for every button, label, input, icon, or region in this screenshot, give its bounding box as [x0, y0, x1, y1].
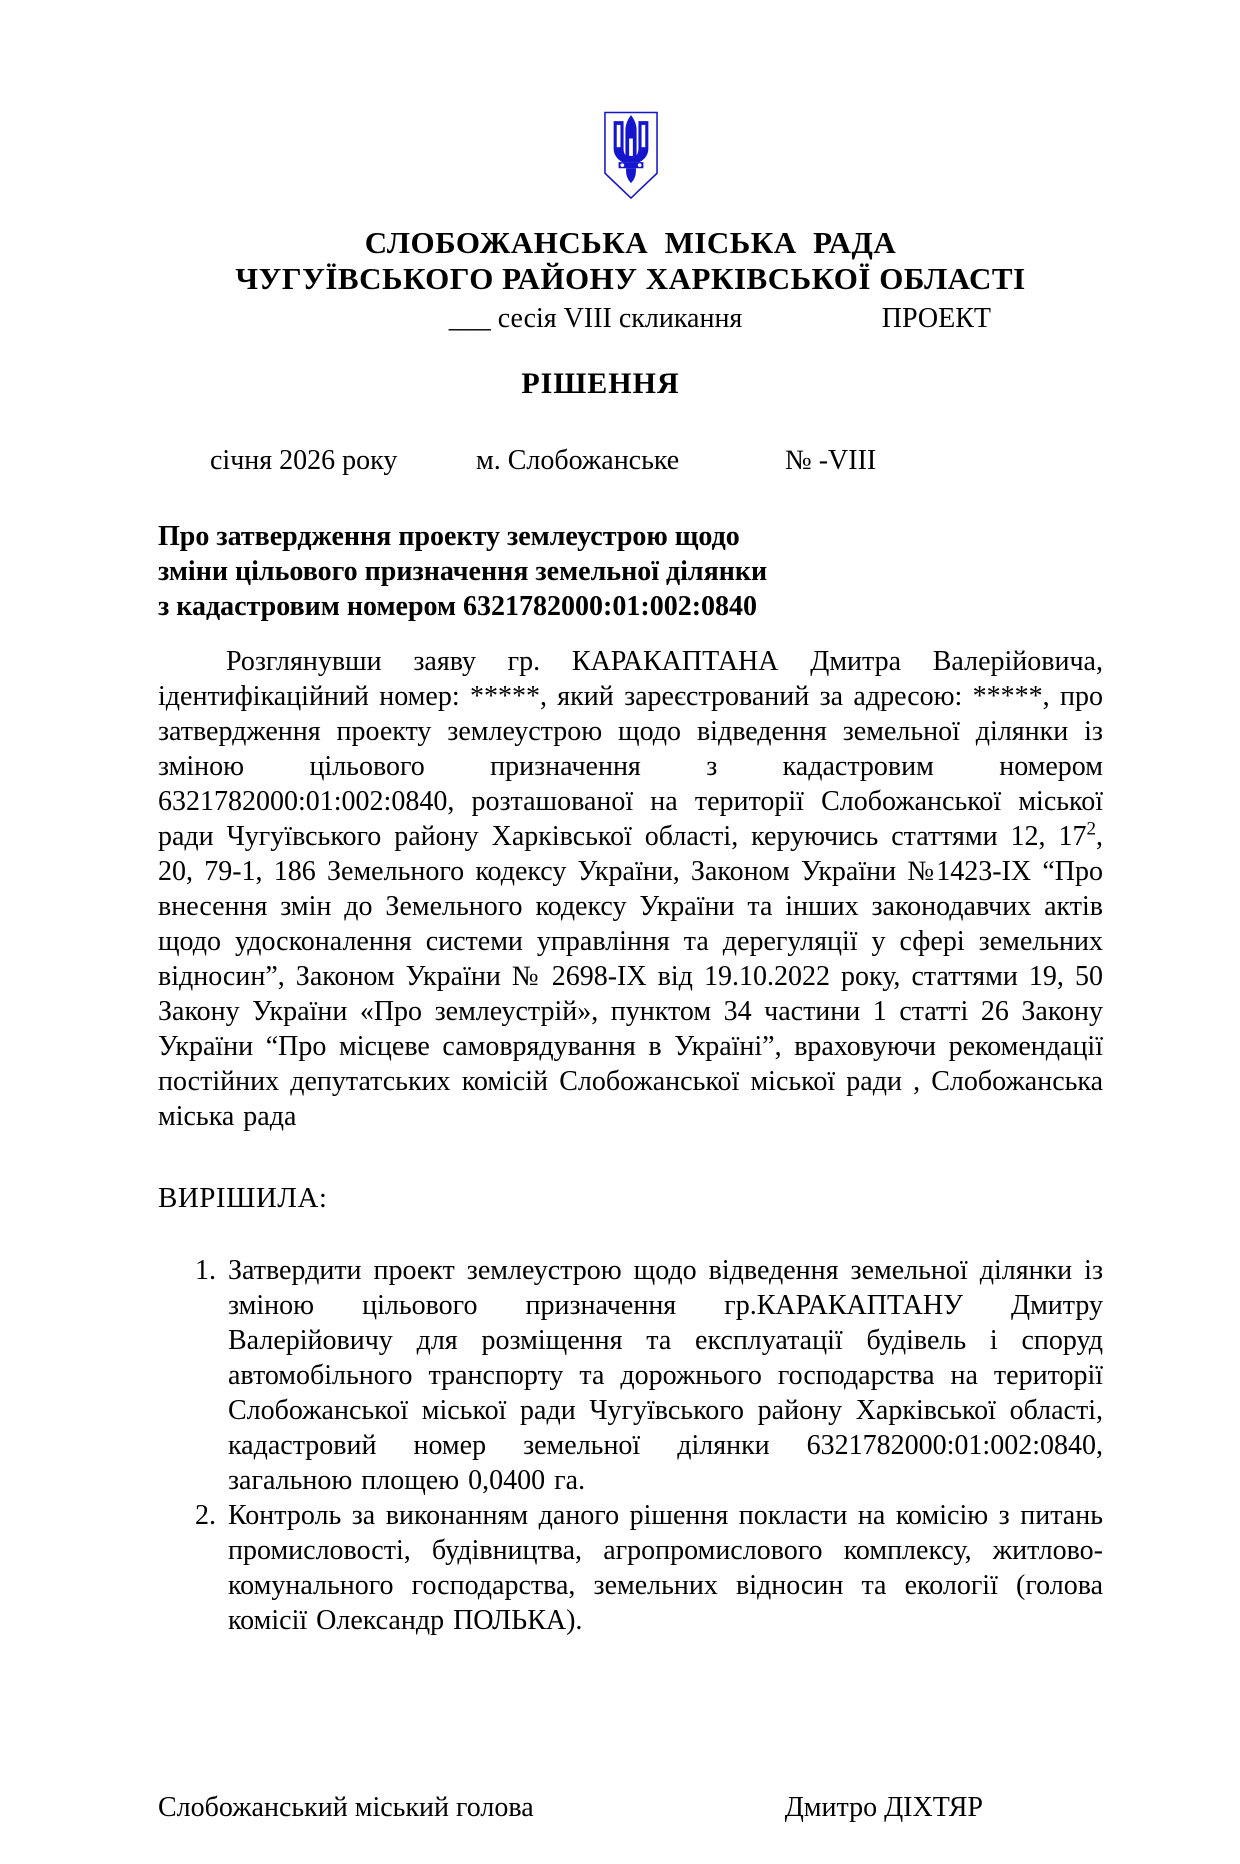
decision-place: м. Слобожанське — [476, 445, 680, 476]
subject-line: з кадастровим номером 6321782000:01:002:0840 — [158, 591, 758, 622]
signer-name: Дмитро ДІХТЯР — [784, 1792, 983, 1823]
list-item-number: 1. — [195, 1255, 216, 1286]
subject-heading — [158, 519, 1103, 624]
project-label: ПРОЕКТ — [881, 303, 991, 334]
signer-title: Слобожанський міський голова — [158, 1792, 534, 1823]
article-superscript: 2 — [1086, 818, 1096, 840]
meta-row — [158, 443, 1103, 479]
coat-of-arms — [158, 110, 1103, 203]
session-row — [158, 301, 1103, 337]
preamble-text-part1: Розглянувши заяву гр. КАРАКАПТАНА Дмитра Валерійовича, ідентифікаційний номер: *****, який зареєстрований за адресою: *****, про затвердження проекту землеустрою щодо відведення земельної ділянки із зміною цільового призначення з кадастровим номером 6321782000:01:002:0840, розташованої на території Слобожанської міської ради Чугуївського району Харківської області, керуючись статтями 12, 17 — [158, 646, 1103, 852]
document-content — [0, 110, 1240, 1826]
list-item-text: Затвердити проект землеустрою щодо відведення земельної ділянки із зміною цільового призначення гр.КАРАКАПТАНУ Дмитру Валерійовичу для розміщення та експлуатації будівель і споруд автомобільного транспорту та дорожнього господарства на території Слобожанської міської ради Чугуївського району Харківської області, кадастровий номер земельної ділянки 6321782000:01:002:0840, загальною площею 0,0400 га. — [228, 1255, 1103, 1496]
signature-row — [158, 1790, 1103, 1826]
ukraine-trident-icon — [600, 110, 662, 203]
document-type-title: РІШЕННЯ — [521, 367, 680, 400]
preamble-text-part2: , 20, 79-1, 186 Земельного кодексу України, Законом України №1423-IX “Про внесення змін до Земельного кодексу України та інших законодавчих актів щодо удосконалення системи управління та дерегуляції у сфері земельних відносин”, Законом України № 2698-IX від 19.10.2022 року, статтями 19, 50 Закону України «Про землеустрій», пунктом 34 частини 1 статті 26 Закону України “Про місцеве самоврядування в Україні”, враховуючи рекомендації постійних депутатських комісій Слобожанської міської ради , Слобожанська міська рада — [158, 821, 1103, 1132]
org-name-line2: ЧУГУЇВСЬКОГО РАЙОНУ ХАРКІВСЬКОЇ ОБЛАСТІ — [235, 261, 1026, 296]
list-item-text: Контроль за виконанням даного рішення покласти на комісію з питань промисловості, будівництва, агропромислового комплексу, житлово-комунального господарства, земельних відносин та екології (голова комісії Олександр ПОЛЬКА). — [228, 1500, 1103, 1636]
list-item — [158, 1253, 1103, 1498]
session-line: ___ сесія VIII скликання — [448, 303, 743, 334]
preamble-paragraph — [158, 644, 1103, 1134]
resolution-label: ВИРІШИЛА: — [158, 1182, 328, 1214]
decision-date: січня 2026 року — [210, 445, 398, 476]
resolution-list — [158, 1253, 1103, 1638]
list-item-number: 2. — [195, 1500, 216, 1531]
list-item — [158, 1498, 1103, 1638]
document-page — [0, 110, 1240, 1864]
subject-line: зміни цільового призначення земельної ділянки — [158, 556, 768, 587]
org-name-line1: СЛОБОЖАНСЬКА МІСЬКА РАДА — [364, 225, 897, 260]
decision-number: № -VIII — [785, 445, 877, 476]
subject-line: Про затвердження проекту землеустрою щодо — [158, 521, 740, 552]
